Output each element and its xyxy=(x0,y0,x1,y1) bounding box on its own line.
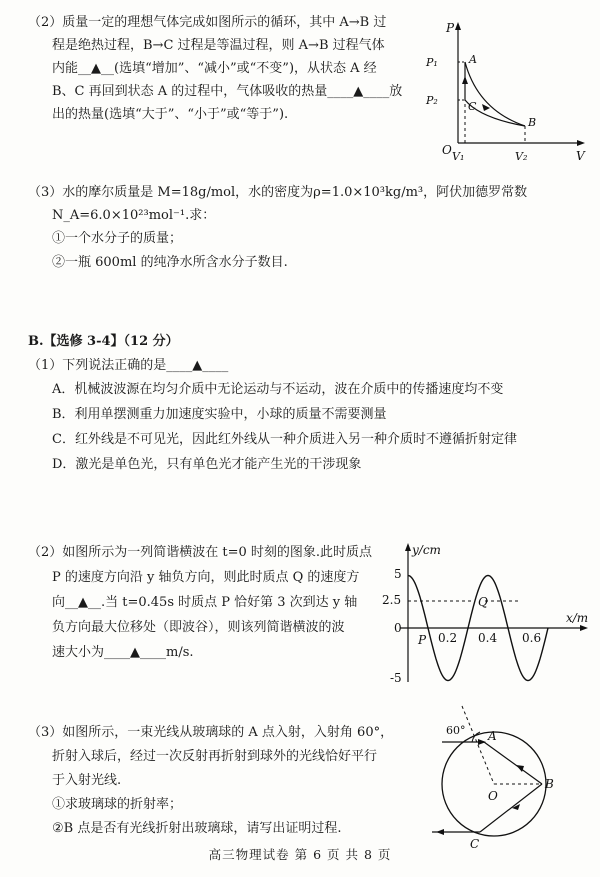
pv-a-label: A xyxy=(469,53,477,66)
b-option-b: B．利用单摆测重力加速度实验中，小球的质量不需要测量 xyxy=(52,407,387,422)
b-option-a: A．机械波波源在均匀介质中无论运动与不运动，波在介质中的传播速度均不变 xyxy=(52,382,504,397)
pv-v-label: V xyxy=(576,149,585,163)
wave-x06: 0.6 xyxy=(522,631,542,645)
pv-p-label: P xyxy=(446,21,455,35)
section-b-title: B.【选修 3-4】（12 分） xyxy=(28,334,179,349)
page-footer: 高三物理试卷 第 6 页 共 8 页 xyxy=(208,847,392,862)
wave-line-2: P 的速度方向沿 y 轴负方向，则此时质点 Q 的速度方 xyxy=(52,570,360,585)
b-q1: （1）下列说法正确的是____▲____ xyxy=(28,358,229,373)
pv-v1-label: V₁ xyxy=(452,150,465,163)
wave-x04: 0.4 xyxy=(478,631,498,645)
q2-line-5: 出的热量(选填“大于”、“小于”或“等于”). xyxy=(52,107,289,122)
glass-line-4: ①求玻璃球的折射率； xyxy=(52,797,183,812)
q2-line-1: （2）质量一定的理想气体完成如图所示的循环，其中 A→B 过 xyxy=(28,15,387,30)
glass-angle-label: 60° xyxy=(446,724,466,737)
glass-sphere-diagram xyxy=(432,702,592,852)
glass-line-2: 折射入球后，经过一次反射再折射到球外的光线恰好平行 xyxy=(52,749,378,764)
wave-line-5: 速大小为____▲____m/s. xyxy=(52,645,194,660)
glass-a-label: A xyxy=(488,729,497,743)
wave-y25: 2.5 xyxy=(382,593,402,607)
pv-v2-label: V₂ xyxy=(515,150,528,163)
wave-ylabel: y/cm xyxy=(412,543,441,557)
q2-line-4: B、C 再回到状态 A 的过程中，气体吸收的热量____▲____放 xyxy=(52,84,403,99)
glass-line-5: ②B 点是否有光线折射出玻璃球，请写出证明过程. xyxy=(52,821,342,836)
wave-x02: 0.2 xyxy=(438,631,458,645)
wave-line-4: 负方向最大位移处（即波谷），则该列简谐横波的波 xyxy=(52,620,345,635)
b-option-d: D．激光是单色光，只有单色光才能产生光的干涉现象 xyxy=(52,457,362,472)
wave-yn5: -5 xyxy=(390,671,402,685)
wave-line-1: （2）如图所示为一列简谐横波在 t=0 时刻的图象.此时质点 xyxy=(28,545,373,560)
q2-line-3: 内能__▲__(选填“增加”、“减小”或“不变”)，从状态 A 经 xyxy=(52,61,377,76)
pv-c-label: C xyxy=(468,100,477,113)
glass-c-label: C xyxy=(470,837,480,851)
wave-line-3: 向__▲__.当 t=0.45s 时质点 P 恰好第 3 次到达 y 轴 xyxy=(52,595,358,610)
wave-xlabel: x/m xyxy=(566,611,589,625)
wave-y0: 0 xyxy=(394,621,402,635)
q3-line-1: （3）水的摩尔质量是 M=18g/mol，水的密度为ρ=1.0×10³kg/m³，阿伏加德罗常数 xyxy=(28,185,528,200)
wave-p-label: P xyxy=(418,633,427,647)
pv-diagram xyxy=(420,18,590,168)
wave-q-label: Q xyxy=(478,595,488,609)
pv-b-label: B xyxy=(528,116,537,129)
q2-line-2: 程是绝热过程，B→C 过程是等温过程，则 A→B 过程气体 xyxy=(52,38,385,53)
glass-b-label: B xyxy=(545,777,554,791)
pv-p2-label: P₂ xyxy=(426,94,438,107)
glass-line-3: 于入射光线. xyxy=(52,773,122,788)
q3-line-4: ②一瓶 600ml 的纯净水所含水分子数目. xyxy=(52,255,288,270)
b-option-c: C．红外线是不可见光，因此红外线从一种介质进入另一种介质时不遵循折射定律 xyxy=(52,432,517,447)
wave-y5: 5 xyxy=(394,567,402,581)
q3-line-2: N_A=6.0×10²³mol⁻¹.求： xyxy=(52,208,216,223)
glass-line-1: （3）如图所示，一束光线从玻璃球的 A 点入射，入射角 60°， xyxy=(28,725,394,740)
pv-p1-label: P₁ xyxy=(426,56,438,69)
wave-graph xyxy=(370,540,592,690)
glass-o-label: O xyxy=(488,789,498,803)
q3-line-3: ①一个水分子的质量； xyxy=(52,231,183,246)
pv-o-label: O xyxy=(442,143,452,157)
